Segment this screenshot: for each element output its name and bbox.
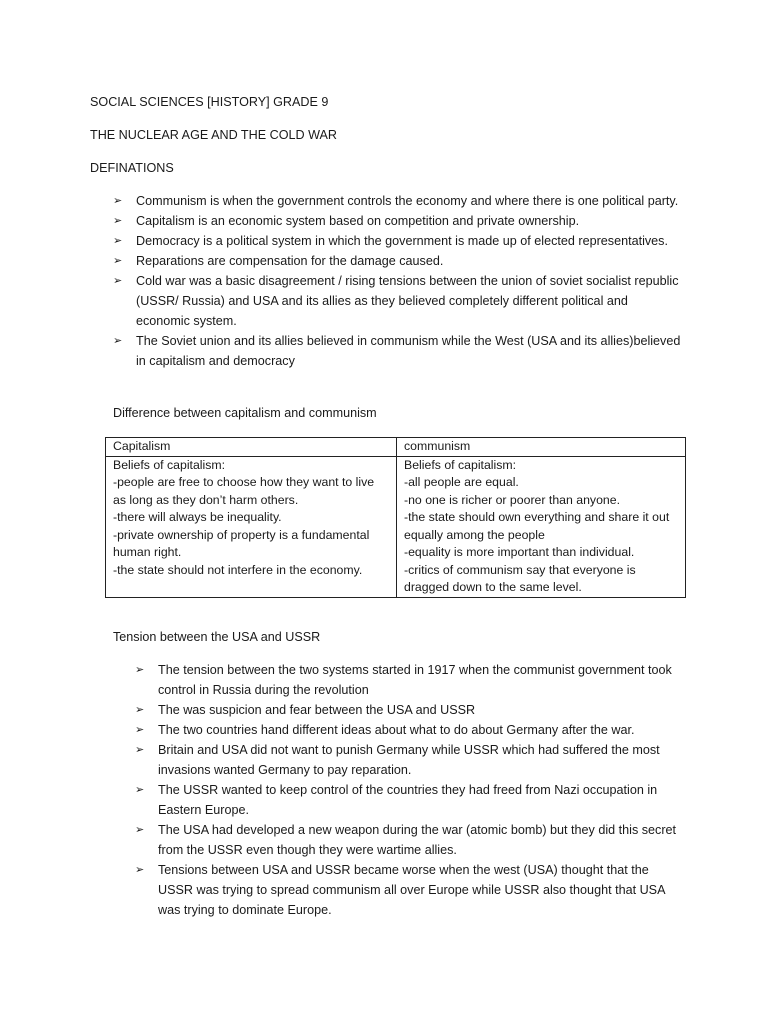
header-capitalism: Capitalism [106,438,397,457]
tension-list [135,660,685,920]
definition-text: Capitalism is an economic system based on competition and private ownership. [136,214,580,228]
list-item [113,231,683,251]
list-item [135,820,685,860]
list-item [135,660,685,700]
table-row [106,456,686,597]
definition-text: Cold war was a basic disagreement / rising tensions between the union of soviet socialist republic (USSR/ Russia) and USA and its allies as they believed completely different political and economic system. [136,274,679,328]
definition-text: Reparations are compensation for the damage caused. [136,254,444,268]
header-communism: communism [397,438,686,457]
definition-text: Communism is when the government controls the economy and where there is one political party. [136,194,679,208]
arrow-bullet-icon: ➢ [113,194,123,207]
arrow-bullet-icon: ➢ [135,863,145,876]
cell-line: -no one is richer or poorer than anyone. [404,492,621,507]
cell-line: Beliefs of capitalism: [404,457,517,472]
document-heading: SOCIAL SCIENCES [HISTORY] GRADE 9 [90,95,329,109]
definition-text: Democracy is a political system in which the government is made up of elected representatives. [136,234,668,248]
cell-line: -private ownership of property is a fundamental human right. [113,527,370,559]
cell-line: -all people are equal. [404,475,519,489]
list-item [113,211,683,231]
tension-text: The was suspicion and fear between the USA and USSR [158,703,476,717]
communism-beliefs-cell [397,456,686,597]
tension-text: The two countries hand different ideas about what to do about Germany after the war. [158,723,635,737]
list-item [135,740,685,780]
cell-line: -equality is more important than individual. [404,545,635,559]
cell-line: -the state should not interfere in the economy. [113,562,363,577]
arrow-bullet-icon: ➢ [135,663,145,676]
tension-text: Tensions between USA and USSR became worse when the west (USA) thought that the USSR was trying to spread communism all over Europe while USSR also thought that USA was trying to dominate Europe. [158,863,665,917]
tension-text: Britain and USA did not want to punish Germany while USSR which had suffered the most invasions wanted Germany to pay reparation. [158,743,660,777]
list-item [135,720,685,740]
list-item [135,860,685,920]
arrow-bullet-icon: ➢ [135,823,145,836]
list-item [113,331,683,371]
arrow-bullet-icon: ➢ [135,703,145,716]
capitalism-beliefs-cell [106,456,397,597]
tension-text: The USA had developed a new weapon during the war (atomic bomb) but they did this secret from the USSR even though they were wartime allies. [158,823,677,857]
cell-line: Beliefs of capitalism: [113,457,226,472]
table-header-row [106,438,686,457]
arrow-bullet-icon: ➢ [113,234,123,247]
arrow-bullet-icon: ➢ [113,254,123,267]
tension-text: The tension between the two systems started in 1917 when the communist government took control in Russia during the revolution [158,663,672,697]
cell-line: -people are free to choose how they want to live as long as they don’t harm others. [113,475,375,507]
definitions-heading: DEFINATIONS [90,161,174,175]
document-subheading: THE NUCLEAR AGE AND THE COLD WAR [90,128,338,142]
arrow-bullet-icon: ➢ [113,334,123,347]
list-item [113,271,683,331]
list-item [113,251,683,271]
tension-text: The USSR wanted to keep control of the countries they had freed from Nazi occupation in Eastern Europe. [158,783,658,817]
arrow-bullet-icon: ➢ [135,783,145,796]
cell-line: -critics of communism say that everyone is dragged down to the same level. [404,562,636,594]
definitions-list [113,191,683,371]
arrow-bullet-icon: ➢ [135,743,145,756]
table-caption: Difference between capitalism and communism [113,406,377,420]
arrow-bullet-icon: ➢ [135,723,145,736]
arrow-bullet-icon: ➢ [113,274,123,287]
list-item [135,700,685,720]
arrow-bullet-icon: ➢ [113,214,123,227]
list-item [113,191,683,211]
cell-line: -there will always be inequality. [113,510,282,524]
list-item [135,780,685,820]
tension-heading: Tension between the USA and USSR [113,630,321,644]
definition-text: The Soviet union and its allies believed in communism while the West (USA and its allies)believed in capitalism and democracy [136,334,681,368]
comparison-table [105,437,686,598]
cell-line: -the state should own everything and share it out equally among the people [404,510,670,542]
